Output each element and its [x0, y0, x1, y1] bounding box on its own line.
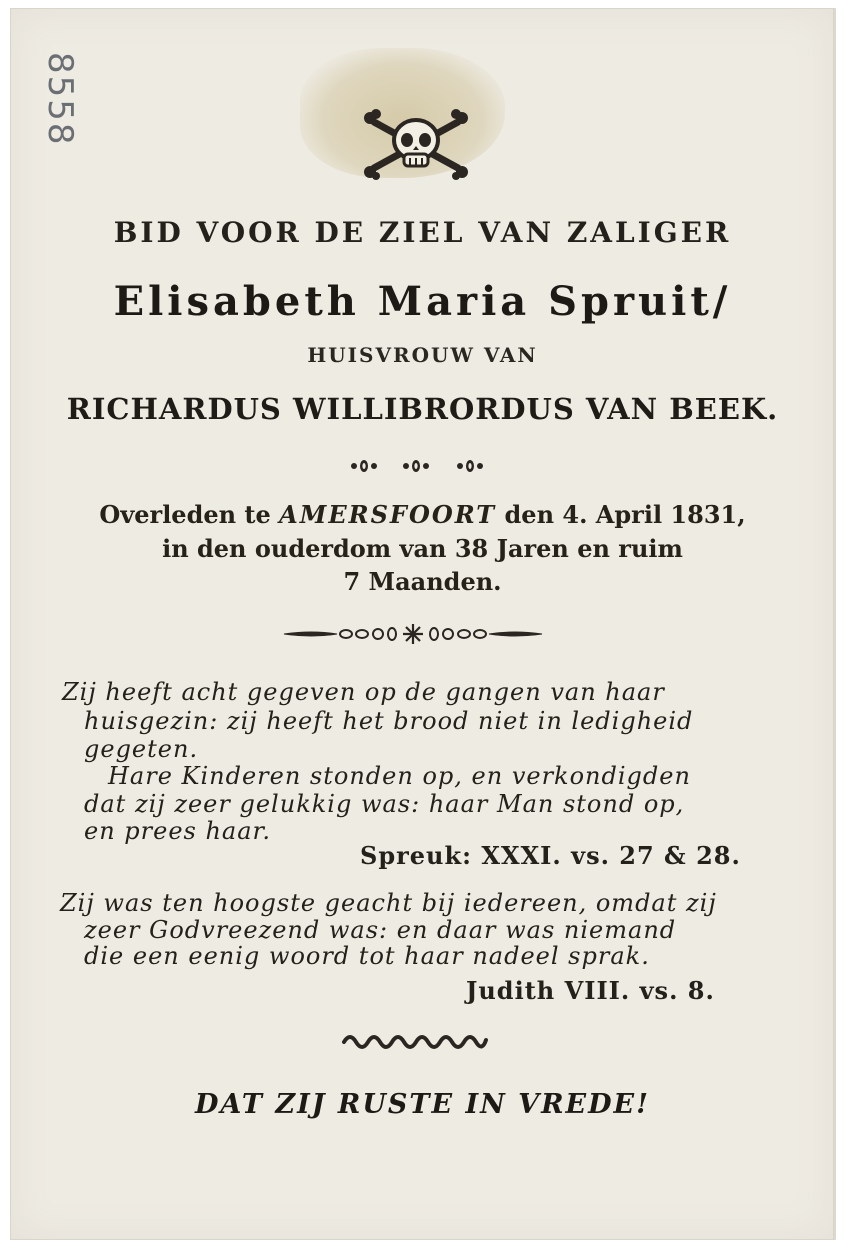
- ornament-dots-icon: [340, 455, 500, 477]
- verse1-reference: Spreuk: XXXI. vs. 27 & 28.: [360, 841, 741, 870]
- death-line-1: [0, 500, 845, 529]
- verse2-line: die een eenig woord tot haar nadeel sprak.: [84, 942, 650, 970]
- death-place: AMERSFOORT: [279, 500, 497, 529]
- ornament-rule-icon: [282, 622, 544, 646]
- husband-name: RICHARDUS WILLIBRORDUS VAN BEEK.: [66, 392, 779, 426]
- deceased-name: Elisabeth Maria Spruit/: [113, 278, 732, 325]
- death-line-3: 7 Maanden.: [343, 567, 502, 596]
- verse1-line: Zij heeft acht gegeven op de gangen van haar: [62, 678, 665, 706]
- inventory-number: 8558: [40, 52, 80, 147]
- death-date: den 4. April 1831,: [504, 500, 746, 529]
- death-prefix: Overleden te: [99, 500, 271, 529]
- verse1-line: Hare Kinderen stonden op, en verkondigden: [108, 762, 691, 790]
- closing-prayer: DAT ZIJ RUSTE IN VREDE!: [195, 1089, 650, 1120]
- verse1-line: dat zij zeer gelukkig was: haar Man stond op,: [84, 790, 685, 818]
- death-line-2: in den ouderdom van 38 Jaren en ruim: [162, 534, 683, 563]
- verse2-line: Zij was ten hoogste geacht bij iedereen, omdat zij: [60, 889, 717, 917]
- verse1-line: huisgezin: zij heeft het brood niet in ledigheid: [84, 707, 694, 735]
- skull-crossbones-icon: [360, 108, 472, 180]
- verse1-line: gegeten.: [84, 735, 199, 763]
- verse2-line: zeer Godvreezend was: en daar was niemand: [84, 916, 677, 944]
- ornament-wave-icon: [340, 1030, 490, 1050]
- verse2-reference: Judith VIII. vs. 8.: [466, 976, 715, 1005]
- relation-label: HUISVROUW VAN: [307, 343, 538, 367]
- verse1-line: en prees haar.: [84, 817, 272, 845]
- prayer-header: BID VOOR DE ZIEL VAN ZALIGER: [113, 216, 732, 249]
